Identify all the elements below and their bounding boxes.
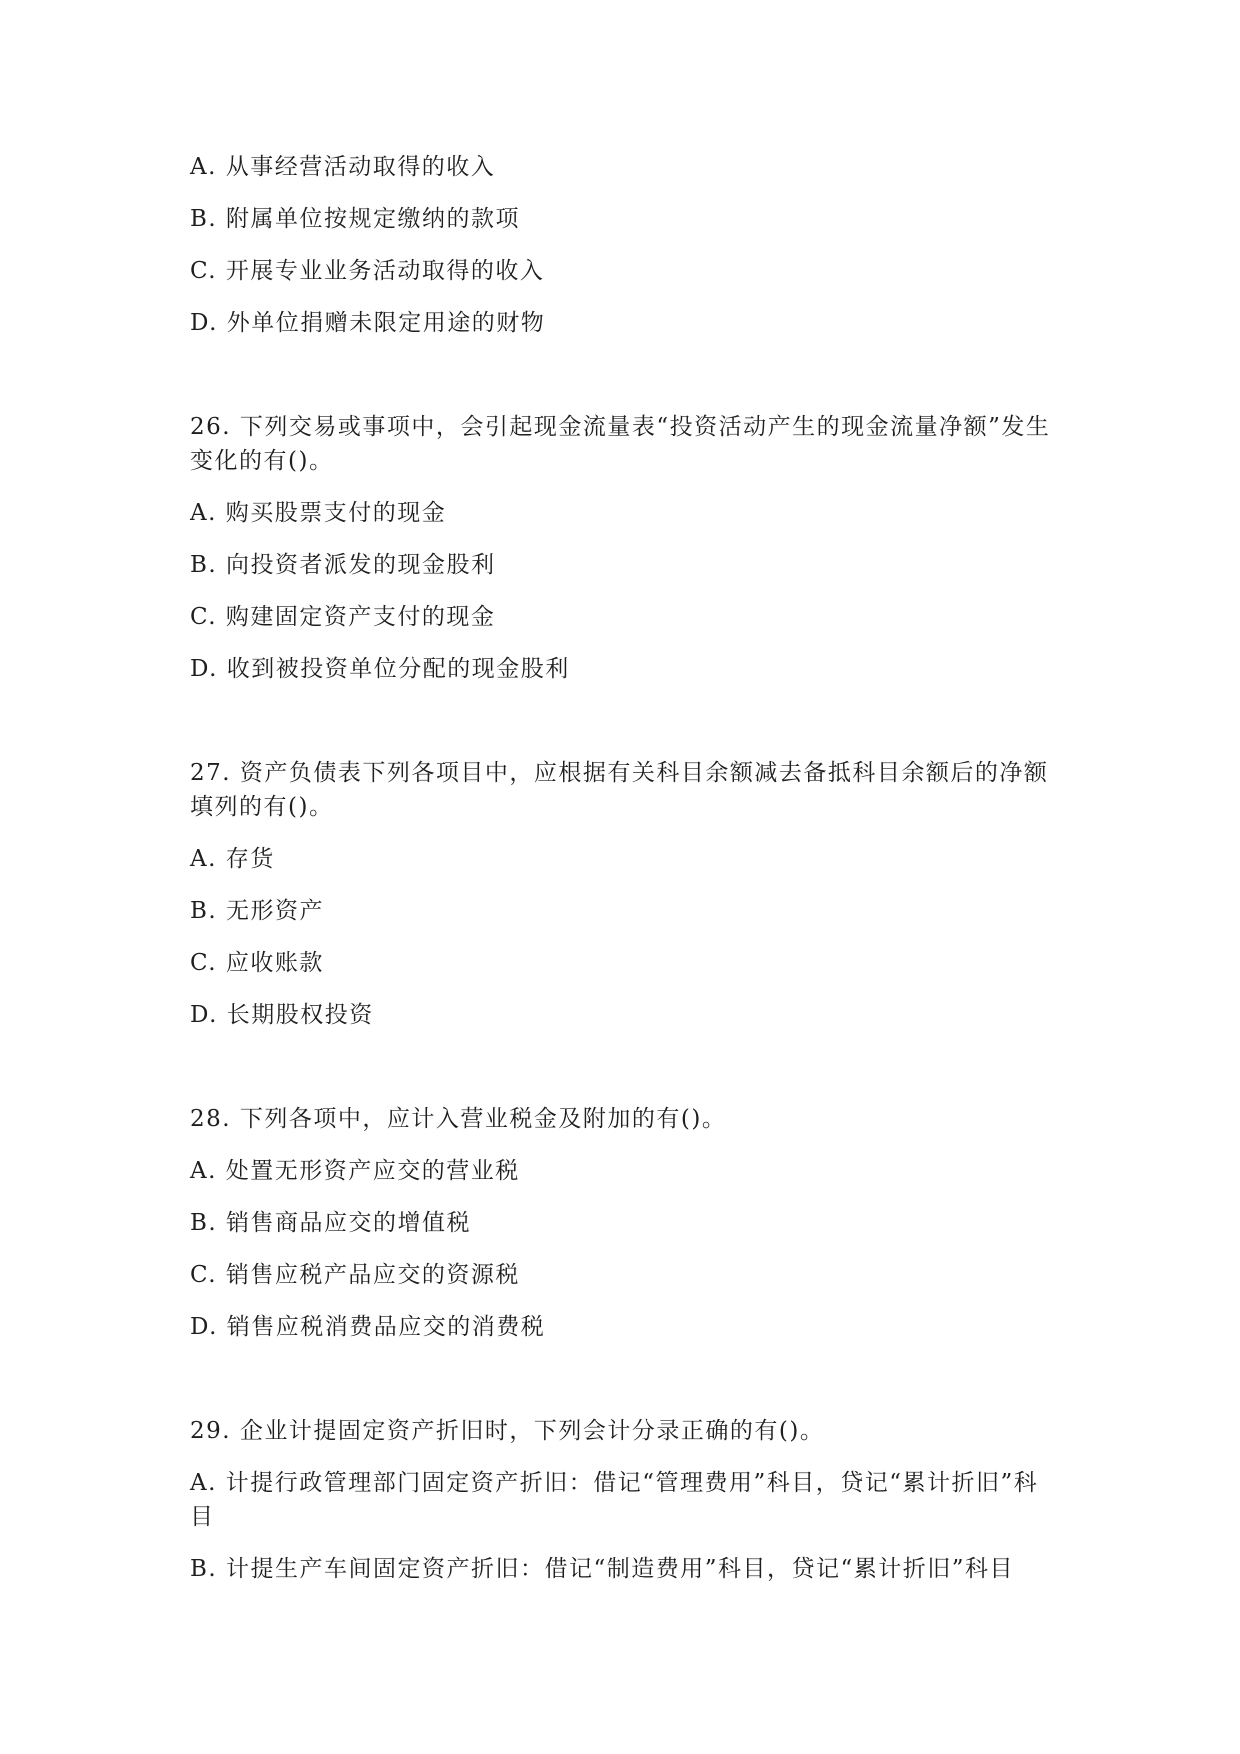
- q28-stem: 28. 下列各项中，应计入营业税金及附加的有()。: [190, 1106, 727, 1132]
- q25-option-d: D. 外单位捐赠未限定用途的财物: [190, 310, 546, 336]
- question-25-options: [190, 150, 1060, 340]
- q29-stem: 29. 企业计提固定资产折旧时，下列会计分录正确的有()。: [190, 1418, 825, 1444]
- q27-stem: 27. 资产负债表下列各项目中，应根据有关科目余额减去备抵科目余额后的净额填列的有()。: [190, 760, 1049, 820]
- q27-option-d: D. 长期股权投资: [190, 1002, 374, 1028]
- q26-stem: 26. 下列交易或事项中，会引起现金流量表“投资活动产生的现金流量净额”发生变化的有()。: [190, 414, 1051, 474]
- question-27: [190, 756, 1060, 1032]
- q25-option-c: C. 开展专业业务活动取得的收入: [190, 258, 545, 284]
- q29-option-b: B. 计提生产车间固定资产折旧：借记“制造费用”科目，贷记“累计折旧”科目: [190, 1556, 1015, 1582]
- q25-option-b: B. 附属单位按规定缴纳的款项: [190, 206, 521, 232]
- q25-option-a: A. 从事经营活动取得的收入: [190, 154, 496, 180]
- q28-option-d: D. 销售应税消费品应交的消费税: [190, 1314, 546, 1340]
- q28-option-c: C. 销售应税产品应交的资源税: [190, 1262, 520, 1288]
- q28-option-b: B. 销售商品应交的增值税: [190, 1210, 472, 1236]
- q27-option-a: A. 存货: [190, 846, 275, 872]
- q27-option-b: B. 无形资产: [190, 898, 325, 924]
- question-content: [190, 150, 1060, 1604]
- q28-option-a: A. 处置无形资产应交的营业税: [190, 1158, 520, 1184]
- q26-option-a: A. 购买股票支付的现金: [190, 500, 447, 526]
- question-29: [190, 1414, 1060, 1586]
- question-26: [190, 410, 1060, 686]
- q26-option-c: C. 购建固定资产支付的现金: [190, 604, 496, 630]
- q26-option-b: B. 向投资者派发的现金股利: [190, 552, 496, 578]
- q27-option-c: C. 应收账款: [190, 950, 324, 976]
- q29-option-a: A. 计提行政管理部门固定资产折旧：借记“管理费用”科目，贷记“累计折旧”科目: [190, 1470, 1039, 1530]
- question-28: [190, 1102, 1060, 1344]
- q26-option-d: D. 收到被投资单位分配的现金股利: [190, 656, 570, 682]
